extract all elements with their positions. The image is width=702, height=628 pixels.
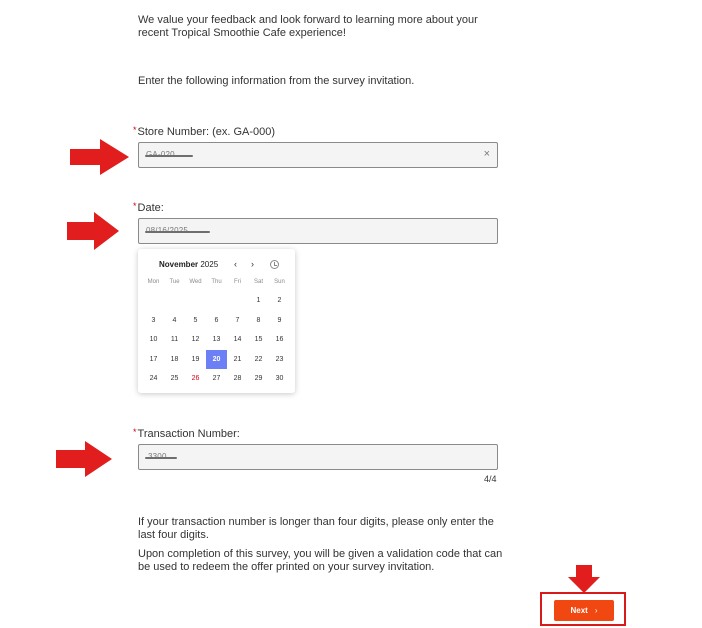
calendar-day[interactable]: 18 — [170, 355, 179, 363]
calendar-day[interactable]: 8 — [256, 316, 261, 324]
calendar-day[interactable]: 24 — [149, 375, 158, 382]
arrow-shape — [56, 441, 112, 477]
required-marker: * — [133, 427, 137, 437]
calendar-day[interactable]: 10 — [149, 336, 158, 343]
calendar-month-year[interactable] — [159, 260, 218, 269]
clear-icon[interactable]: × — [483, 148, 490, 160]
calendar-header — [138, 260, 295, 272]
today-clock-icon[interactable] — [270, 260, 279, 269]
calendar-day[interactable]: 14 — [233, 336, 242, 343]
transaction-number-input[interactable] — [138, 444, 498, 470]
store-number-label — [133, 126, 275, 138]
calendar-day[interactable]: 9 — [277, 316, 282, 324]
calendar-day[interactable]: 15 — [254, 336, 263, 343]
calendar-day[interactable]: 11 — [170, 336, 179, 343]
annotation-arrow-right-icon — [56, 441, 113, 477]
calendar-day[interactable]: 30 — [275, 375, 284, 382]
calendar-month: November — [159, 260, 199, 269]
character-counter: 4/4 — [484, 474, 497, 484]
next-button-label: Next — [570, 606, 588, 615]
validation-note: Upon completion of this survey, you will be given a validation code that can be used to redeem the offer printed on your survey invitation. — [138, 548, 503, 573]
store-number-label-text: Store Number: (ex. GA-000) — [137, 126, 276, 138]
last-digits-note: If your transaction number is longer than four digits, please only enter the last four digits. — [138, 516, 494, 541]
calendar-day[interactable]: 17 — [149, 355, 158, 363]
annotation-arrow-down-icon — [568, 565, 600, 593]
required-marker: * — [133, 201, 137, 211]
calendar-day[interactable]: 3 — [151, 316, 156, 324]
calendar-year: 2025 — [200, 260, 219, 269]
calendar-day[interactable]: 12 — [191, 336, 200, 343]
calendar-day[interactable]: 28 — [233, 375, 242, 382]
weekday-header: Sat — [253, 279, 263, 285]
redaction-scribble — [145, 457, 177, 459]
arrow-shape — [70, 139, 129, 175]
calendar-day[interactable]: 4 — [172, 316, 177, 324]
required-marker: * — [133, 125, 137, 135]
weekday-header: Tue — [169, 279, 180, 285]
calendar-day[interactable]: 21 — [233, 355, 242, 363]
intro-text: We value your feedback and look forward to learning more about your recent Tropical Smoothie Cafe experience! — [138, 14, 478, 39]
weekday-header: Mon — [147, 279, 160, 285]
arrow-shape — [568, 565, 600, 593]
next-button[interactable] — [554, 600, 614, 621]
calendar-day[interactable]: 29 — [254, 375, 263, 382]
redaction-scribble — [145, 155, 193, 157]
chevron-right-icon: › — [594, 606, 598, 615]
weekday-header: Fri — [234, 279, 241, 285]
chevron-left-icon[interactable]: ‹ — [234, 259, 237, 269]
date-input[interactable] — [138, 218, 498, 244]
chevron-right-icon[interactable]: › — [251, 259, 254, 269]
transaction-number-label — [133, 428, 240, 440]
calendar-day[interactable]: 25 — [170, 375, 179, 382]
instruction-text: Enter the following information from the survey invitation. — [138, 75, 415, 87]
calendar-day[interactable]: 27 — [212, 375, 221, 382]
annotation-arrow-right-icon — [67, 212, 120, 250]
calendar-day[interactable]: 7 — [235, 316, 240, 324]
date-label-text: Date: — [137, 202, 164, 214]
redaction-scribble — [145, 231, 210, 233]
calendar-day[interactable]: 6 — [214, 316, 219, 324]
calendar-day[interactable]: 23 — [275, 355, 284, 363]
calendar-day[interactable]: 2 — [277, 297, 282, 304]
calendar-day[interactable]: 13 — [212, 336, 221, 343]
store-number-input[interactable] — [138, 142, 498, 168]
calendar-day[interactable]: 1 — [256, 297, 261, 304]
date-picker-calendar — [138, 249, 295, 393]
calendar-day[interactable]: 26 — [191, 375, 200, 382]
transaction-number-label-text: Transaction Number: — [137, 428, 240, 440]
annotation-arrow-right-icon — [70, 139, 130, 175]
weekday-header: Thu — [211, 279, 222, 285]
date-label — [133, 202, 164, 214]
calendar-day[interactable]: 5 — [193, 316, 198, 324]
calendar-day[interactable]: 22 — [254, 355, 263, 363]
calendar-day[interactable]: 16 — [275, 336, 284, 343]
weekday-header: Sun — [274, 279, 285, 285]
weekday-header: Wed — [189, 279, 202, 285]
calendar-day[interactable]: 19 — [191, 355, 200, 363]
calendar-day-selected[interactable]: 20 — [206, 350, 227, 369]
arrow-shape — [67, 212, 119, 250]
